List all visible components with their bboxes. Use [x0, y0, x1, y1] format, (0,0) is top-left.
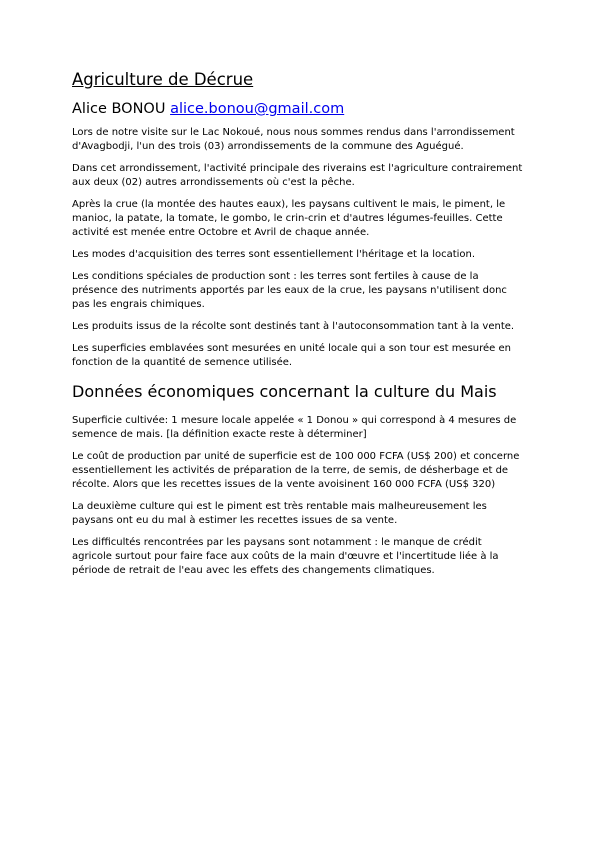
paragraph-land-acquisition: Les modes d'acquisition des terres sont essentiellement l'héritage et la location.: [72, 249, 476, 260]
paragraph-cultivated-area: Superficie cultivée: 1 mesure locale appelée « 1 Donou » qui correspond à 4 mesures de semence de mais. [la définition exacte reste à déterminer]: [72, 415, 517, 440]
paragraph-area-measurement: Les superficies emblavées sont mesurées en unité locale qui a son tour est mesurée en fonction de la quantité de semence utilisée.: [72, 343, 511, 368]
paragraph-visit: Lors de notre visite sur le Lac Nokoué, nous nous sommes rendus dans l'arrondissement d'Avagbodji, l'un des trois (03) arrondissements de la commune des Aguégué.: [72, 127, 515, 152]
paragraph-crops: Après la crue (la montée des hautes eaux), les paysans cultivent le mais, le piment, le manioc, la patate, la tomate, le gombo, le crin-crin et d'autres légumes-feuilles. Cette activité est menée entre Octobre et Avril de chaque année.: [72, 199, 506, 238]
paragraph-harvest-use: Les produits issus de la récolte sont destinés tant à l'autoconsommation tant à la vente.: [72, 321, 515, 332]
paragraph-production-conditions: Les conditions spéciales de production sont : les terres sont fertiles à cause de la présence des nutriments apportés par les eaux de la crue, les paysans n'utilisent donc pas les engrais chimiques.: [72, 271, 507, 310]
document-title: Agriculture de Décrue: [72, 70, 254, 89]
paragraph-production-cost: Le coût de production par unité de superficie est de 100 000 FCFA (US$ 200) et concerne essentiellement les activités de préparation de la terre, de semis, de désherbage et de récolte. Alors que les recettes issues de la vente avoisinent 160 000 FCFA (US$ 320): [72, 451, 520, 490]
section-heading-economics: Données économiques concernant la culture du Mais: [72, 382, 497, 401]
paragraph-second-crop: La deuxième culture qui est le piment est très rentable mais malheureusement les paysans ont eu du mal à estimer les recettes issues de sa vente.: [72, 501, 487, 526]
document-page: [72, 68, 524, 586]
author-name: Alice BONOU: [72, 101, 166, 117]
author-line: [72, 99, 524, 119]
paragraph-main-activity: Dans cet arrondissement, l'activité principale des riverains est l'agriculture contrairement aux deux (02) autres arrondissements où c'est la pêche.: [72, 163, 523, 188]
author-email-link[interactable]: alice.bonou@gmail.com: [170, 101, 345, 117]
paragraph-difficulties: Les difficultés rencontrées par les paysans sont notamment : le manque de crédit agricole surtout pour faire face aux coûts de la main d'œuvre et l'incertitude liée à la période de retrait de l'eau avec les effets des changements climatiques.: [72, 537, 499, 576]
